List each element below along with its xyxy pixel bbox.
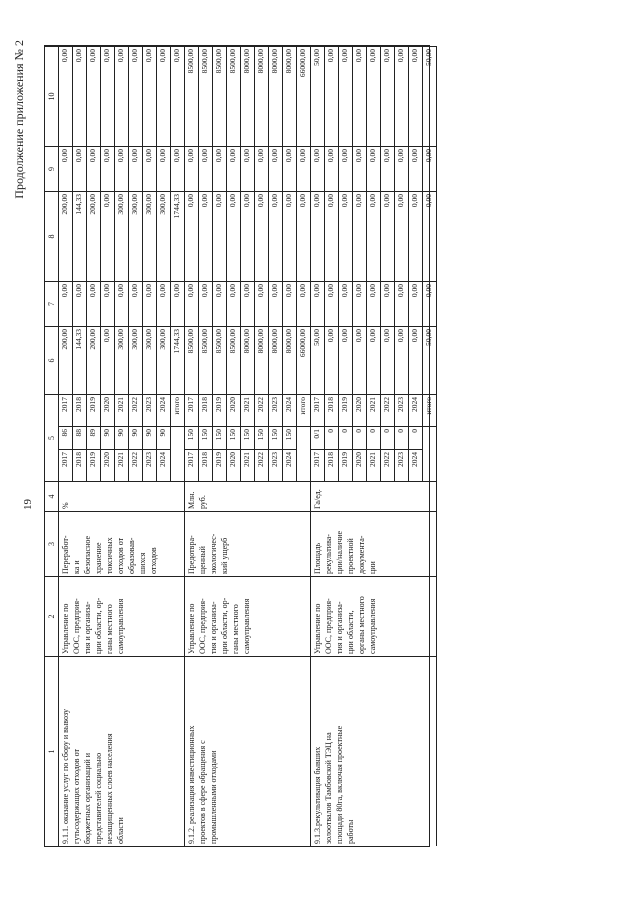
federal-cell: 0,00 (101, 281, 115, 326)
total-regional: 0,00 (297, 191, 311, 281)
measure-name: 9.1.1. оказание услуг по сбору и вывозу гутьсодержащих отходов от бюджетных организаций и представителей социально незащищенных слоев населения области (59, 656, 185, 846)
federal-cell: 0,00 (213, 281, 227, 326)
federal-cell: 0,00 (381, 281, 395, 326)
federal-cell: 0,00 (255, 281, 269, 326)
federal-cell: 0,00 (325, 281, 339, 326)
total-cell: 8500,00 (199, 326, 213, 394)
federal-cell: 0,00 (59, 281, 73, 326)
column-header: 5 (45, 394, 59, 481)
other-cell: 0,00 (73, 46, 87, 146)
funding-year: 2022 (381, 394, 395, 426)
federal-cell: 0,00 (115, 281, 129, 326)
target-value: 89 (87, 426, 101, 449)
column-header: 4 (45, 481, 59, 511)
regional-cell: 0,00 (381, 191, 395, 281)
continuation-note: Продолжение приложения № 2 (12, 40, 26, 199)
other-cell: 8500,00 (199, 46, 213, 146)
other-cell: 8000,00 (283, 46, 297, 146)
local-cell: 0,00 (129, 146, 143, 191)
total-cell: 300,00 (143, 326, 157, 394)
total-cell: 0,00 (101, 326, 115, 394)
target-value: 0 (395, 426, 409, 449)
total-federal: 0,00 (423, 281, 437, 326)
regional-cell: 300,00 (143, 191, 157, 281)
total-cell: 300,00 (129, 326, 143, 394)
unit: Млн. руб. (185, 481, 311, 511)
funding-year: 2019 (213, 394, 227, 426)
total-cell: 50,00 (311, 326, 325, 394)
other-cell: 0,00 (367, 46, 381, 146)
funding-year: 2024 (283, 394, 297, 426)
regional-cell: 300,00 (129, 191, 143, 281)
total-cell: 8000,00 (283, 326, 297, 394)
other-cell: 8000,00 (255, 46, 269, 146)
regional-cell: 0,00 (101, 191, 115, 281)
funding-year: 2020 (101, 394, 115, 426)
regional-cell: 0,00 (269, 191, 283, 281)
federal-cell: 0,00 (185, 281, 199, 326)
year-cell: 2022 (381, 449, 395, 481)
federal-cell: 0,00 (157, 281, 171, 326)
total-other: 66000,00 (297, 46, 311, 146)
total-cell: 8500,00 (227, 326, 241, 394)
target-value: 0 (381, 426, 395, 449)
funding-year: 2020 (353, 394, 367, 426)
regional-cell: 0,00 (199, 191, 213, 281)
target-value: 150 (241, 426, 255, 449)
total-sum: 50,00 (423, 326, 437, 394)
other-cell: 0,00 (381, 46, 395, 146)
total-label: итого (297, 394, 311, 426)
funding-year: 2020 (227, 394, 241, 426)
total-cell: 300,00 (157, 326, 171, 394)
federal-cell: 0,00 (241, 281, 255, 326)
year-cell: 2017 (59, 449, 73, 481)
target-value: 90 (143, 426, 157, 449)
other-cell: 0,00 (129, 46, 143, 146)
local-cell: 0,00 (185, 146, 199, 191)
funding-year: 2018 (73, 394, 87, 426)
year-cell: 2017 (185, 449, 199, 481)
total-local: 0,00 (171, 146, 185, 191)
measure-name: 9.1.2. реализация инвестиционных проектов в сфере обращения с промышленными отходами (185, 656, 311, 846)
local-cell: 0,00 (199, 146, 213, 191)
column-header: 7 (45, 281, 59, 326)
funding-year: 2021 (115, 394, 129, 426)
responsible: Управление по ООС, предприя- тия и организа- ции области, ор- ганы местного самоуправления (185, 576, 311, 656)
regional-cell: 0,00 (325, 191, 339, 281)
year-cell: 2021 (115, 449, 129, 481)
year-cell: 2019 (87, 449, 101, 481)
funding-year: 2023 (395, 394, 409, 426)
other-cell: 0,00 (87, 46, 101, 146)
target-value: 0/1 (311, 426, 325, 449)
local-cell: 0,00 (101, 146, 115, 191)
local-cell: 0,00 (255, 146, 269, 191)
year-cell: 2020 (101, 449, 115, 481)
regional-cell: 0,00 (353, 191, 367, 281)
regional-cell: 0,00 (241, 191, 255, 281)
year-cell: 2023 (395, 449, 409, 481)
target-value: 150 (227, 426, 241, 449)
funding-year: 2019 (339, 394, 353, 426)
regional-cell: 144,33 (73, 191, 87, 281)
other-cell: 0,00 (115, 46, 129, 146)
regional-cell: 0,00 (367, 191, 381, 281)
target-value: 90 (115, 426, 129, 449)
target-value: 90 (101, 426, 115, 449)
total-cell: 0,00 (353, 326, 367, 394)
year-cell: 2017 (311, 449, 325, 481)
target-value: 0 (339, 426, 353, 449)
page-number: 19 (22, 499, 34, 510)
local-cell: 0,00 (227, 146, 241, 191)
local-cell: 0,00 (213, 146, 227, 191)
data-table (44, 45, 433, 847)
column-header: 8 (45, 191, 59, 281)
other-cell: 8500,00 (227, 46, 241, 146)
other-cell: 0,00 (395, 46, 409, 146)
federal-cell: 0,00 (409, 281, 423, 326)
other-cell: 0,00 (143, 46, 157, 146)
funding-year: 2022 (129, 394, 143, 426)
regional-cell: 200,00 (59, 191, 73, 281)
total-sum: 66000,00 (297, 326, 311, 394)
target-value: 150 (255, 426, 269, 449)
other-cell: 8000,00 (241, 46, 255, 146)
local-cell: 0,00 (395, 146, 409, 191)
total-cell: 8500,00 (185, 326, 199, 394)
regional-cell: 0,00 (283, 191, 297, 281)
responsible: Управление по ООС, предприя- тия и организа- ции области, ор- ганы местного самоуправления (59, 576, 185, 656)
total-cell: 0,00 (325, 326, 339, 394)
year-cell: 2022 (129, 449, 143, 481)
target-value: 88 (73, 426, 87, 449)
total-label: итого (171, 394, 185, 426)
total-cell: 0,00 (381, 326, 395, 394)
federal-cell: 0,00 (269, 281, 283, 326)
target-value: 150 (213, 426, 227, 449)
measure-name: 9.1.3.рекультивация бывших золоотвалов Тамбовской ТЭЦ на площади 80га, включая проектные работы (311, 656, 437, 846)
local-cell: 0,00 (325, 146, 339, 191)
federal-cell: 0,00 (395, 281, 409, 326)
other-cell: 50,00 (311, 46, 325, 146)
target-value: 150 (269, 426, 283, 449)
other-cell: 0,00 (409, 46, 423, 146)
total-local: 0,00 (297, 146, 311, 191)
year-cell: 2019 (213, 449, 227, 481)
total-local: 0,00 (423, 146, 437, 191)
year-cell: 2023 (269, 449, 283, 481)
total-other: 0,00 (171, 46, 185, 146)
target-value: 0 (325, 426, 339, 449)
target-value: 0 (353, 426, 367, 449)
federal-cell: 0,00 (311, 281, 325, 326)
empty-cell (423, 426, 437, 481)
local-cell: 0,00 (269, 146, 283, 191)
local-cell: 0,00 (59, 146, 73, 191)
funding-year: 2017 (185, 394, 199, 426)
total-cell: 200,00 (87, 326, 101, 394)
year-cell: 2024 (409, 449, 423, 481)
column-header: 9 (45, 146, 59, 191)
regional-cell: 300,00 (115, 191, 129, 281)
indicator: Площадь рекультива- ции/наличие проектной документа- ции (311, 511, 437, 576)
funding-year: 2021 (241, 394, 255, 426)
total-label: итого (423, 394, 437, 426)
regional-cell: 0,00 (409, 191, 423, 281)
empty-cell (171, 426, 185, 481)
total-cell: 200,00 (59, 326, 73, 394)
total-cell: 8000,00 (269, 326, 283, 394)
federal-cell: 0,00 (283, 281, 297, 326)
regional-cell: 0,00 (395, 191, 409, 281)
local-cell: 0,00 (367, 146, 381, 191)
total-cell: 0,00 (409, 326, 423, 394)
year-cell: 2019 (339, 449, 353, 481)
year-cell: 2023 (143, 449, 157, 481)
total-cell: 0,00 (339, 326, 353, 394)
local-cell: 0,00 (143, 146, 157, 191)
federal-cell: 0,00 (367, 281, 381, 326)
other-cell: 0,00 (339, 46, 353, 146)
local-cell: 0,00 (115, 146, 129, 191)
year-cell: 2018 (73, 449, 87, 481)
other-cell: 0,00 (59, 46, 73, 146)
indicator: Переработ- ка и безопасное хранение токсичных отходов от образовав- шихся отходов (59, 511, 185, 576)
funding-year: 2019 (87, 394, 101, 426)
regional-cell: 0,00 (311, 191, 325, 281)
total-cell: 0,00 (395, 326, 409, 394)
local-cell: 0,00 (381, 146, 395, 191)
year-cell: 2024 (157, 449, 171, 481)
year-cell: 2021 (241, 449, 255, 481)
federal-cell: 0,00 (227, 281, 241, 326)
federal-cell: 0,00 (87, 281, 101, 326)
total-cell: 8500,00 (213, 326, 227, 394)
other-cell: 0,00 (353, 46, 367, 146)
total-cell: 144,33 (73, 326, 87, 394)
unit: % (59, 481, 185, 511)
regional-cell: 200,00 (87, 191, 101, 281)
local-cell: 0,00 (339, 146, 353, 191)
total-cell: 300,00 (115, 326, 129, 394)
regional-cell: 300,00 (157, 191, 171, 281)
year-cell: 2020 (227, 449, 241, 481)
regional-cell: 0,00 (255, 191, 269, 281)
local-cell: 0,00 (353, 146, 367, 191)
total-other: 50,00 (423, 46, 437, 146)
target-value: 150 (185, 426, 199, 449)
total-federal: 0,00 (297, 281, 311, 326)
funding-year: 2024 (409, 394, 423, 426)
responsible: Управление по ООС, предприя- тия и организа- ции области, органы местного самоуправления (311, 576, 437, 656)
column-header: 2 (45, 576, 59, 656)
federal-cell: 0,00 (73, 281, 87, 326)
regional-cell: 0,00 (185, 191, 199, 281)
federal-cell: 0,00 (339, 281, 353, 326)
other-cell: 0,00 (157, 46, 171, 146)
target-value: 150 (283, 426, 297, 449)
funding-year: 2018 (199, 394, 213, 426)
federal-cell: 0,00 (143, 281, 157, 326)
target-value: 0 (409, 426, 423, 449)
indicator: Предотвра- щенный экологичес- кий ущерб (185, 511, 311, 576)
empty-cell (297, 426, 311, 481)
regional-cell: 0,00 (227, 191, 241, 281)
year-cell: 2018 (199, 449, 213, 481)
local-cell: 0,00 (87, 146, 101, 191)
year-cell: 2020 (353, 449, 367, 481)
other-cell: 8500,00 (213, 46, 227, 146)
funding-year: 2017 (311, 394, 325, 426)
regional-cell: 0,00 (213, 191, 227, 281)
total-regional: 1744,33 (171, 191, 185, 281)
target-value: 90 (157, 426, 171, 449)
funding-year: 2023 (143, 394, 157, 426)
year-cell: 2024 (283, 449, 297, 481)
column-header: 6 (45, 326, 59, 394)
federal-cell: 0,00 (199, 281, 213, 326)
funding-year: 2018 (325, 394, 339, 426)
funding-year: 2023 (269, 394, 283, 426)
total-cell: 8000,00 (255, 326, 269, 394)
total-federal: 0,00 (171, 281, 185, 326)
federal-cell: 0,00 (129, 281, 143, 326)
local-cell: 0,00 (157, 146, 171, 191)
local-cell: 0,00 (311, 146, 325, 191)
local-cell: 0,00 (241, 146, 255, 191)
year-cell: 2022 (255, 449, 269, 481)
total-sum: 1744,33 (171, 326, 185, 394)
regional-cell: 0,00 (339, 191, 353, 281)
column-header: 3 (45, 511, 59, 576)
funding-year: 2017 (59, 394, 73, 426)
column-header: 10 (45, 46, 59, 146)
target-value: 86 (59, 426, 73, 449)
year-cell: 2018 (325, 449, 339, 481)
local-cell: 0,00 (283, 146, 297, 191)
column-header: 1 (45, 656, 59, 846)
funding-year: 2021 (367, 394, 381, 426)
other-cell: 0,00 (101, 46, 115, 146)
other-cell: 0,00 (325, 46, 339, 146)
local-cell: 0,00 (73, 146, 87, 191)
total-regional: 0,00 (423, 191, 437, 281)
year-cell: 2021 (367, 449, 381, 481)
local-cell: 0,00 (409, 146, 423, 191)
target-value: 150 (199, 426, 213, 449)
funding-year: 2024 (157, 394, 171, 426)
other-cell: 8000,00 (269, 46, 283, 146)
target-value: 90 (129, 426, 143, 449)
unit: Га/ед. (311, 481, 437, 511)
funding-year: 2022 (255, 394, 269, 426)
target-value: 0 (367, 426, 381, 449)
other-cell: 8500,00 (185, 46, 199, 146)
total-cell: 0,00 (367, 326, 381, 394)
total-cell: 8000,00 (241, 326, 255, 394)
federal-cell: 0,00 (353, 281, 367, 326)
